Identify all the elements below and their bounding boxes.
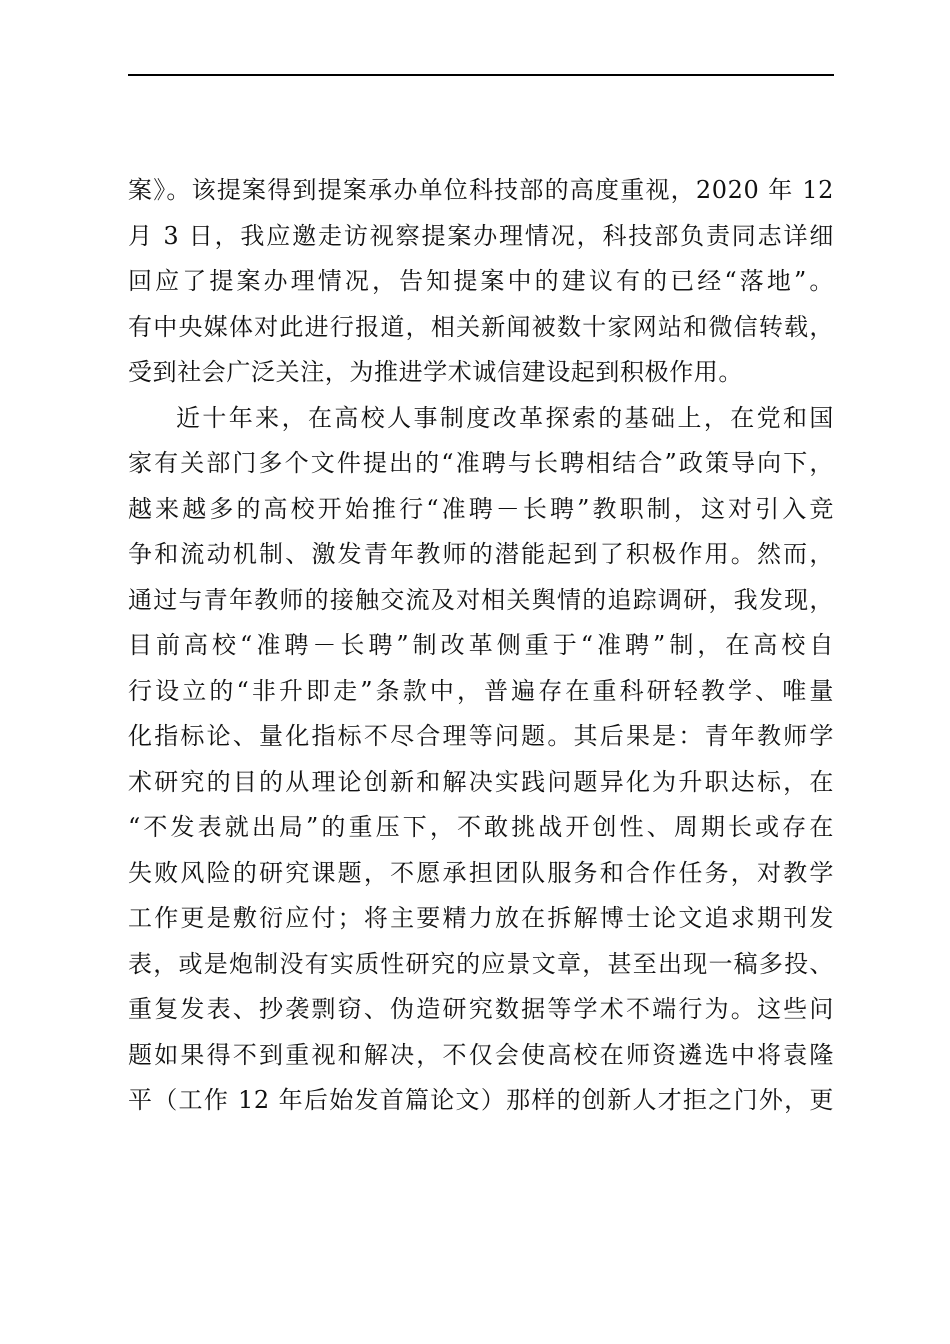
text-line: 案》。该提案得到提案承办单位科技部的高度重视，2020 年 12 [128,176,834,204]
text-line: 越来越多的高校开始推行“准聘－长聘”教职制，这对引入竞 [128,494,834,523]
text-line: 术研究的目的从理论创新和解决实践问题异化为升职达标，在 [128,767,834,796]
text-line: 争和流动机制、激发青年教师的潜能起到了积极作用。然而， [128,540,834,568]
text-line: 工作更是敷衍应付；将主要精力放在拆解博士论文追求期刊发 [128,904,834,932]
text-line: 月 3 日，我应邀走访视察提案办理情况，科技部负责同志详细 [128,221,834,250]
body-text [128,168,834,1124]
text-line: 目前高校“准聘－长聘”制改革侧重于“准聘”制，在高校自 [128,631,834,659]
text-line: 有中央媒体对此进行报道，相关新闻被数十家网站和微信转载， [128,312,834,341]
text-line: “不发表就出局”的重压下，不敢挑战开创性、周期长或存在 [128,813,834,841]
text-line: 重复发表、抄袭剽窃、伪造研究数据等学术不端行为。这些问 [128,995,834,1023]
text-line: 表，或是炮制没有实质性研究的应景文章，甚至出现一稿多投、 [128,949,834,978]
text-line: 回应了提案办理情况，告知提案中的建议有的已经“落地”。 [128,267,834,295]
text-line: 受到社会广泛关注，为推进学术诚信建设起到积极作用。 [128,358,743,386]
text-line: 化指标论、量化指标不尽合理等问题。其后果是：青年教师学 [128,722,834,750]
header-rule [128,74,834,76]
text-line: 行设立的“非升即走”条款中，普遍存在重科研轻教学、唯量 [128,676,834,705]
text-line: 家有关部门多个文件提出的“准聘与长聘相结合”政策导向下， [128,449,834,477]
text-line: 通过与青年教师的接触交流及对相关舆情的追踪调研，我发现， [128,585,834,614]
paragraph-first-line: 近十年来，在高校人事制度改革探索的基础上，在党和国 [176,403,834,432]
text-line: 题如果得不到重视和解决，不仅会使高校在师资遴选中将袁隆 [128,1040,834,1069]
text-line: 失败风险的研究课题，不愿承担团队服务和合作任务，对教学 [128,858,834,887]
text-line: 平（工作 12 年后始发首篇论文）那样的创新人才拒之门外，更 [128,1086,834,1114]
